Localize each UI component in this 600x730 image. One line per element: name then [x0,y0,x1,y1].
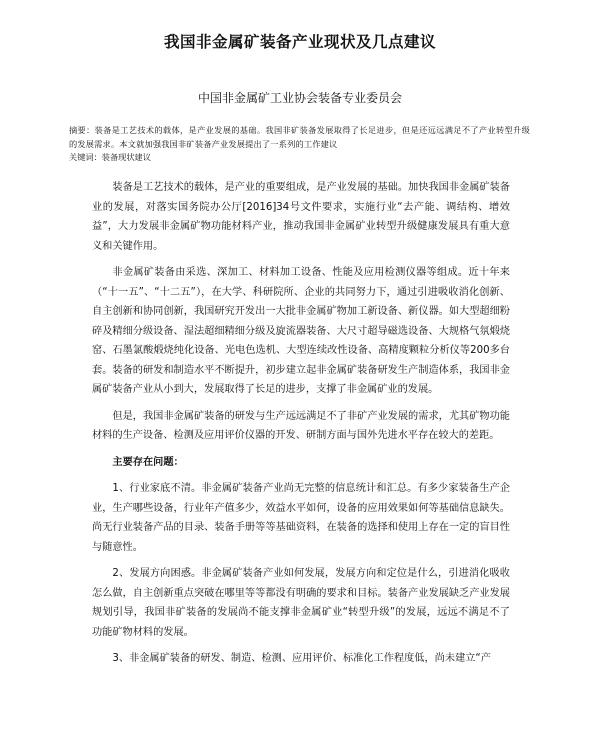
section-heading: 主要存在问题： [112,456,184,468]
paragraph: 2、发展方向困惑。非金属矿装备产业如何发展，发展方向和定位是什么，引进消化吸收怎么做，自主创新重点突破在哪里等等都没有明确的要求和目标。装备产业发展缺乏产业发展规划引导，我国非矿装备的发展尚不能支撑非金属矿业“转型升级”的发展，远远不满足不了功能矿物材料的发展。 [92,568,510,638]
paragraph: 非金属矿装备由采选、深加工、材料加工设备、性能及应用检测仪器等组成。近十年来（“十一五”、“十二五”），在大学、科研院所、企业的共同努力下，通过引进吸收消化创新、自主创新和协同创新，我国研究开发出一大批非金属矿物加工新设备、新仪器。如大型超细粉碎及精细分级设备、湿法超细精细分级及旋流器装备、大尺寸超导磁选设备、大规格气氛煅烧窑、石墨氯酸煅烧纯化设备、光电色选机、大型连续改性设备、高精度颗粒分析仪等200多台套。装备的研发和制造水平不断提升，初步建立起非金属矿装备研发生产制造体系，我国非金属矿装备产业从小到大，发展取得了长足的进步，支撑了非金属矿业的发展。 [92,267,510,395]
keywords-text: 关键词：装备现状建议 [69,152,151,162]
document-title: 我国非金属矿装备产业现状及几点建议 [163,33,436,51]
paragraph: 1、行业家底不清。非金属矿装备产业尚无完整的信息统计和汇总。有多少家装备生产企业，生产哪些设备，行业年产值多少，效益水平如何，设备的应用效果如何等基础信息缺失。尚无行业装备产品的目录、装备手册等等基础资料，在装备的选择和使用上存在一定的盲目性与随意性。 [92,483,510,553]
abstract-text: 摘要：装备是工艺技术的载体，是产业发展的基础。我国非矿装备发展取得了长足进步，但是还远远满足不了产业转型升级的发展需求。本文就加强我国非矿装备产业发展提出了一系列的工作建议 [69,125,530,149]
paragraph: 3、非金属矿装备的研发、制造、检测、应用评价、标准化工作程度低，尚未建立“产 [112,653,491,664]
body-text [92,178,510,676]
paragraph: 但是，我国非金属矿装备的研发与生产远远满足不了非矿产业发展的需求，尤其矿物功能材料的生产设备、检测及应用评价仪器的开发、研制方面与国外先进水平存在较大的差距。 [92,410,510,441]
paragraph: 装备是工艺技术的载体，是产业的重要组成，是产业发展的基础。加快我国非金属矿装备业的发展，对落实国务院办公厅[2016]34号文件要求，实施行业“去产能、调结构、增效益”，大力发展非金属矿物功能材料产业，推动我国非金属矿业转型升级健康发展具有重大意义和关键作用。 [92,182,510,252]
document-author: 中国非金属矿工业协会装备专业委员会 [197,91,402,105]
